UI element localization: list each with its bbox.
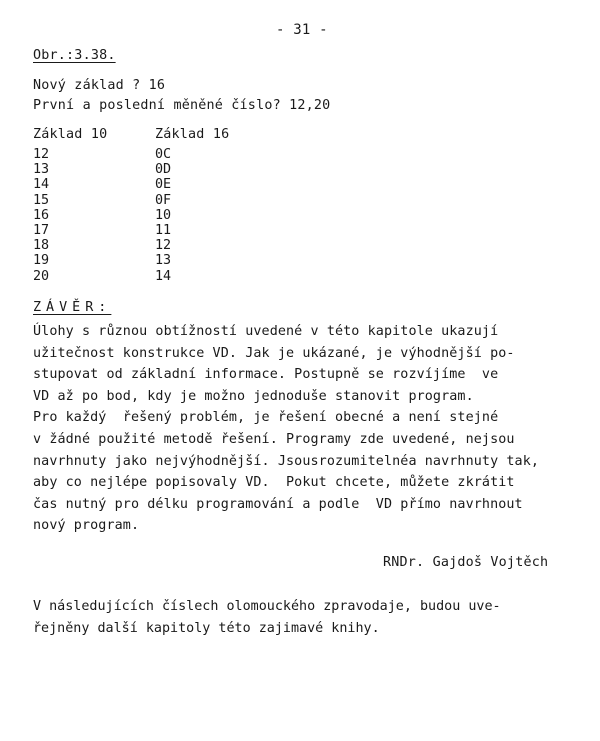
- paragraph-line: navrhnuty jako nejvýhodnější. Jsousrozumitelnéa navrhnuty tak,: [33, 453, 540, 469]
- author-signature: RNDr. Gajdoš Vojtěch: [383, 555, 549, 570]
- base16-cell: 14: [155, 268, 172, 284]
- paragraph-line: VD až po bod, kdy je možno jednoduše stanovit program.: [33, 388, 474, 404]
- base10-cell: 18: [33, 238, 50, 254]
- figure-reference: Obr.:3.38.: [33, 48, 116, 63]
- base16-cell: 0E: [155, 177, 172, 193]
- paragraph-line: aby co nejlépe popisovaly VD. Pokut chcete, můžete zkrátit: [33, 475, 515, 491]
- base-question: Nový základ ? 16: [33, 78, 166, 93]
- base16-cell: 0D: [155, 162, 172, 178]
- base10-cell: 19: [33, 253, 50, 269]
- base10-cell: 17: [33, 223, 50, 239]
- base10-cell: 12: [33, 147, 50, 162]
- conclusion-paragraph: [33, 321, 573, 537]
- column-header-base16: Základ 16: [155, 127, 230, 142]
- footer-line: řejněny další kapitoly této zajimavé knihy.: [33, 620, 380, 636]
- paragraph-line: užitečnost konstrukce VD. Jak je ukázané, je výhodnější po-: [33, 345, 515, 361]
- base16-cell: 12: [155, 238, 172, 254]
- base16-column: [155, 147, 171, 284]
- conclusion-heading: ZÁVĚR:: [33, 300, 112, 315]
- paragraph-line: Úlohy s různou obtížností uvedené v této kapitole ukazují: [33, 324, 499, 339]
- footer-note: [33, 596, 501, 639]
- base10-column: [33, 147, 49, 284]
- column-header-base10: Základ 10: [33, 127, 108, 142]
- range-question: První a poslední měněné číslo? 12,20: [33, 98, 331, 113]
- paragraph-line: Pro každý řešený problém, je řešení obecné a není stejné: [33, 410, 499, 426]
- base10-cell: 16: [33, 207, 50, 223]
- paragraph-line: v žádné použité metodě řešení. Programy zde uvedené, nejsou: [33, 431, 515, 447]
- base10-cell: 15: [33, 192, 50, 208]
- paragraph-line: čas nutný pro délku programování a podle VD přímo navrhnout: [33, 496, 523, 512]
- base16-cell: 0F: [155, 192, 172, 208]
- base10-cell: 14: [33, 177, 50, 193]
- base16-cell: 0C: [155, 147, 172, 162]
- base16-cell: 11: [155, 223, 172, 239]
- base16-cell: 13: [155, 253, 172, 269]
- page-number: - 31 -: [276, 22, 328, 38]
- paragraph-line: stupovat od základní informace. Postupně se rozvíjíme ve: [33, 367, 499, 383]
- base16-cell: 10: [155, 207, 172, 223]
- footer-line: V následujících číslech olomouckého zpravodaje, budou uve-: [33, 599, 501, 614]
- base10-cell: 20: [33, 268, 50, 284]
- paragraph-line: nový program.: [33, 518, 140, 534]
- base10-cell: 13: [33, 162, 50, 178]
